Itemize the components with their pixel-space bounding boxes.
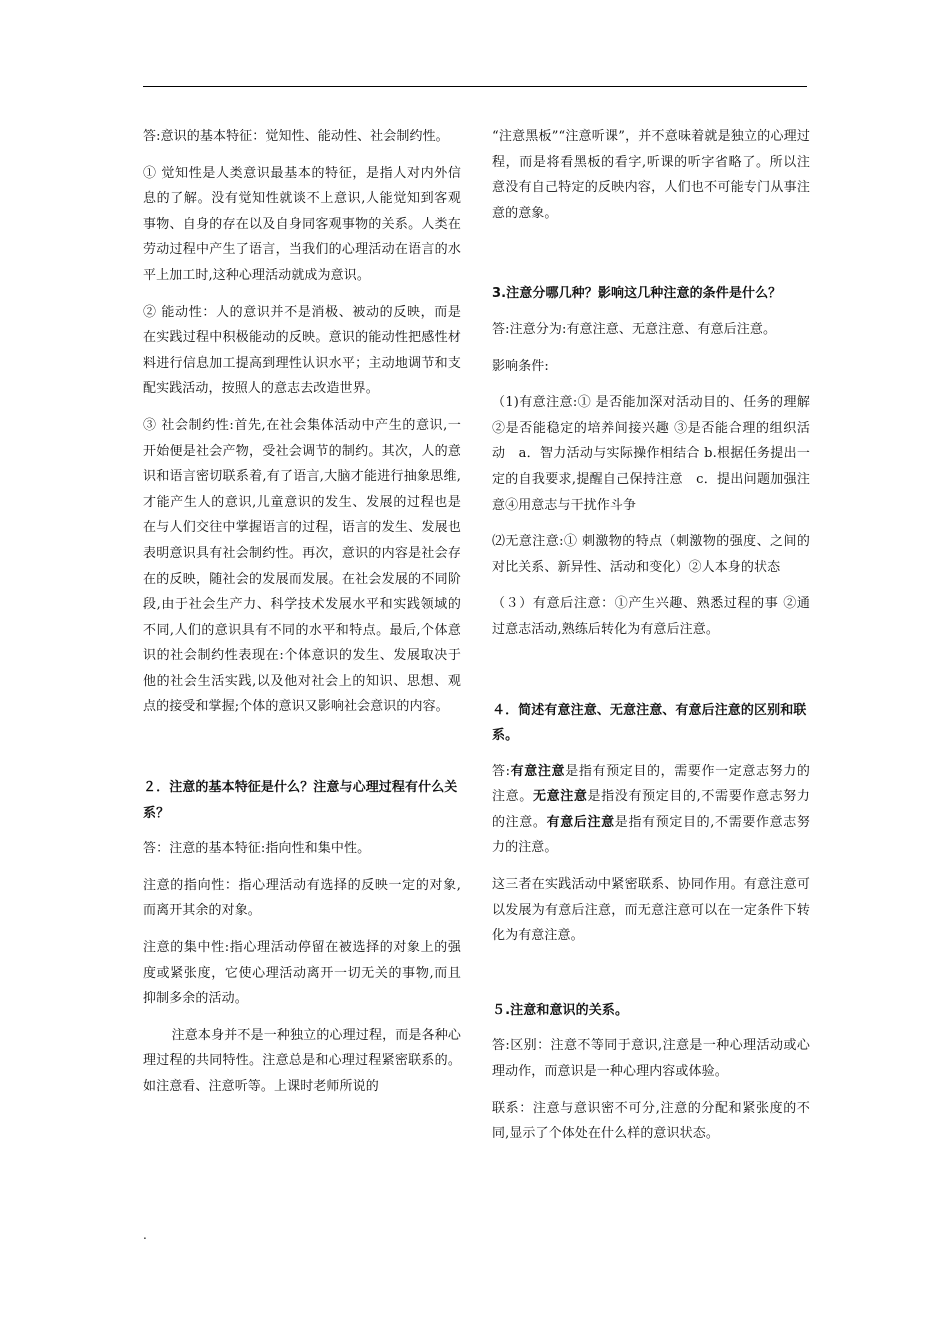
term-voluntary: 有意注意 — [510, 763, 566, 779]
question-3-heading: 3.注意分哪几种？影响这几种注意的条件是什么？ — [492, 286, 782, 302]
answer-5-connection: 联系：注意与意识密不可分,注意的分配和紧张度的不同,显示了个体处在什么样的意识状态。 — [492, 1100, 810, 1142]
answer-4-relation: 这三者在实践活动中紧密联系、协同作用。有意注意可以发展为有意后注意，而无意注意可以在一定条件下转化为有意注意。 — [492, 877, 810, 944]
conditions-label: 影响条件: — [492, 358, 549, 374]
answer-2-intro: 答：注意的基本特征:指向性和集中性。 — [143, 841, 371, 857]
involuntary-attention-conditions: ⑵无意注意:① 刺激物的特点（刺激物的强度、之间的对比关系、新异性、活动和变化）②人本身的状态 — [492, 534, 810, 575]
term-post-voluntary: 有意后注意 — [546, 814, 615, 830]
left-column — [143, 124, 461, 1111]
footer-mark: . — [143, 1228, 147, 1242]
attention-process-paragraph: 注意本身并不是一种独立的心理过程，而是各种心理过程的共同特性。注意总是和心理过程紧密联系的。如注意看、注意听等。上课时老师所说的 — [143, 1027, 461, 1094]
answer-5-difference: 答:区别：注意不等同于意识,注意是一种心理活动或心理动作，而意识是一种心理内容或体验。 — [492, 1038, 810, 1080]
continuation-paragraph: “注意黑板”“注意听课”，并不意味着就是独立的心理过程，而是将看黑板的看字,听课的听字省略了。所以注意没有自己特定的反映内容，人们也不可能专门从事注意的意象。 — [492, 129, 810, 221]
answer-1-intro: 答:意识的基本特征：觉知性、能动性、社会制约性。 — [143, 129, 449, 144]
question-2-heading: ２．注意的基本特征是什么？注意与心理过程有什么关系？ — [143, 780, 458, 821]
term-involuntary: 无意注意 — [532, 789, 588, 805]
answer-prefix: 答: — [492, 763, 511, 779]
social-constraint-paragraph: ③ 社会制约性:首先,在社会集体活动中产生的意识,一开始便是社会产物，受社会调节的制约。其次，人的意识和语言密切联系着,有了语言,大脑才能进行抽象思维,才能产生人的意识,儿童意识的发生、发展的过程也是在与人们交往中掌握语言的过程，语言的发生、发展也表明意识具有社会制约性。再次，意识的内容是社会存在的反映，随社会的发展而发展。在社会发展的不同阶段,由于社会生产力、科学技术发展水平和实践领域的不同,人们的意识具有不同的水平和特点。最后,个体意识的社会制约性表现在:个体意识的发生、发展取决于他的社会生活实践,以及他对社会上的知识、思想、观点的接受和掌握;个体的意识又影响社会意识的内容。 — [143, 417, 461, 715]
answer-4-definitions — [492, 759, 810, 861]
answer-3-intro: 答:注意分为:有意注意、无意注意、有意后注意。 — [492, 321, 777, 337]
def-involuntary: 是指没有预定目的,不需要作意志努力的注意。 — [492, 789, 811, 830]
voluntary-attention-conditions: （1)有意注意:① 是否能加深对活动目的、任务的理解②是否能稳定的培养间接兴趣 ③是否能合理的组织活动 a．智力活动与实际操作相结合 b.根据任务提出一定的自我要求,提醒自己保持注意 c．提出问题加强注意④用意志与干扰作斗争 — [492, 395, 810, 513]
post-voluntary-attention-conditions: （３）有意后注意：①产生兴趣、熟悉过程的事 ②通过意志活动,熟练后转化为有意后注意。 — [492, 596, 810, 637]
concentration-paragraph: 注意的集中性:指心理活动停留在被选择的对象上的强度或紧张度，它使心理活动离开一切无关的事物,而且抑制多余的活动。 — [143, 940, 461, 1007]
directivity-paragraph: 注意的指向性：指心理活动有选择的反映一定的对象,而离开其余的对象。 — [143, 877, 461, 919]
right-column — [492, 124, 810, 1158]
def-voluntary: 是指有预定目的，需要作一定意志努力的注意。 — [492, 763, 810, 805]
awareness-paragraph: ① 觉知性是人类意识最基本的特征，是指人对内外信息的了解。没有觉知性就谈不上意识,人能觉知到客观事物、自身的存在以及自身同客观事物的关系。人类在劳动过程中产生了语言，当我们的心理活动在语言的水平上加工时,这种心理活动就成为意识。 — [143, 165, 461, 283]
initiative-paragraph: ② 能动性：人的意识并不是消极、被动的反映，而是在实践过程中积极能动的反映。意识的能动性把感性材料进行信息加工提高到理性认识水平；主动地调节和支配实践活动，按照人的意志去改造世界。 — [143, 304, 461, 397]
question-5-heading: ５.注意和意识的关系。 — [492, 1002, 629, 1018]
def-post-voluntary: 是指有预定目的,不需要作意志努力的注意。 — [492, 814, 810, 856]
header-rule — [143, 86, 807, 87]
question-4-heading: ４．简述有意注意、无意注意、有意后注意的区别和联系。 — [492, 702, 807, 744]
